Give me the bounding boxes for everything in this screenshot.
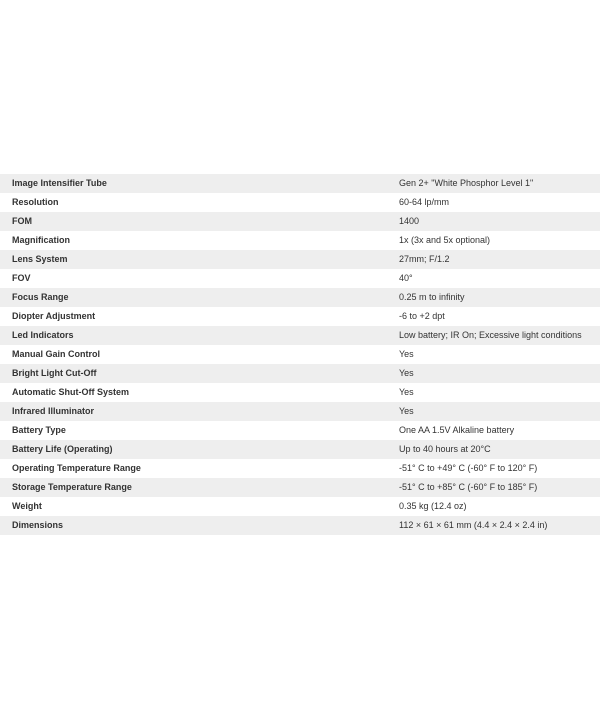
spec-value: -51° C to +85° C (-60° F to 185° F) — [399, 482, 538, 492]
spec-label: Image Intensifier Tube — [12, 178, 107, 188]
spec-value: Low battery; IR On; Excessive light conditions — [399, 330, 582, 340]
spec-table-body — [0, 174, 600, 535]
spec-label: Infrared Illuminator — [12, 406, 95, 416]
spec-value: Gen 2+ "White Phosphor Level 1" — [399, 178, 534, 188]
spec-label: Focus Range — [12, 292, 69, 302]
spec-table — [0, 174, 600, 535]
table-row — [0, 497, 600, 516]
table-row — [0, 212, 600, 231]
spec-label: Diopter Adjustment — [12, 311, 96, 321]
table-row — [0, 478, 600, 497]
spec-label: Automatic Shut-Off System — [12, 387, 130, 397]
table-row — [0, 269, 600, 288]
spec-label: Battery Type — [12, 425, 66, 435]
spec-value: -51° C to +49° C (-60° F to 120° F) — [399, 463, 538, 473]
spec-label: Weight — [12, 501, 42, 511]
table-row — [0, 421, 600, 440]
table-row — [0, 231, 600, 250]
spec-label: Resolution — [12, 197, 59, 207]
spec-value: 112 × 61 × 61 mm (4.4 × 2.4 × 2.4 in) — [399, 520, 548, 530]
spec-value: -6 to +2 dpt — [399, 311, 445, 321]
spec-label: Led Indicators — [12, 330, 74, 340]
spec-label: Operating Temperature Range — [12, 463, 141, 473]
table-row — [0, 345, 600, 364]
spec-value: 0.25 m to infinity — [399, 292, 465, 302]
spec-label: FOV — [12, 273, 31, 283]
table-row — [0, 364, 600, 383]
table-row — [0, 288, 600, 307]
spec-value: Yes — [399, 368, 414, 378]
table-row — [0, 193, 600, 212]
table-row — [0, 459, 600, 478]
spec-value: Up to 40 hours at 20°C — [399, 444, 491, 454]
table-row — [0, 402, 600, 421]
table-row — [0, 516, 600, 535]
table-row — [0, 250, 600, 269]
spec-label: FOM — [12, 216, 32, 226]
spec-label: Bright Light Cut-Off — [12, 368, 97, 378]
spec-value: 0.35 kg (12.4 oz) — [399, 501, 467, 511]
spec-value: 60-64 lp/mm — [399, 197, 450, 207]
table-row — [0, 440, 600, 459]
spec-value: Yes — [399, 349, 414, 359]
table-row — [0, 307, 600, 326]
spec-value: Yes — [399, 387, 414, 397]
spec-value: 40° — [399, 273, 413, 283]
spec-label: Magnification — [12, 235, 70, 245]
spec-label: Lens System — [12, 254, 68, 264]
spec-label: Storage Temperature Range — [12, 482, 132, 492]
spec-value: 1x (3x and 5x optional) — [399, 235, 491, 245]
spec-label: Manual Gain Control — [12, 349, 101, 359]
spec-value: 27mm; F/1.2 — [399, 254, 450, 264]
spec-value: 1400 — [399, 216, 420, 226]
spec-label: Dimensions — [12, 520, 64, 530]
spec-value: Yes — [399, 406, 414, 416]
table-row — [0, 326, 600, 345]
table-row — [0, 174, 600, 193]
spec-label: Battery Life (Operating) — [12, 444, 113, 454]
table-row — [0, 383, 600, 402]
spec-value: One AA 1.5V Alkaline battery — [399, 425, 515, 435]
